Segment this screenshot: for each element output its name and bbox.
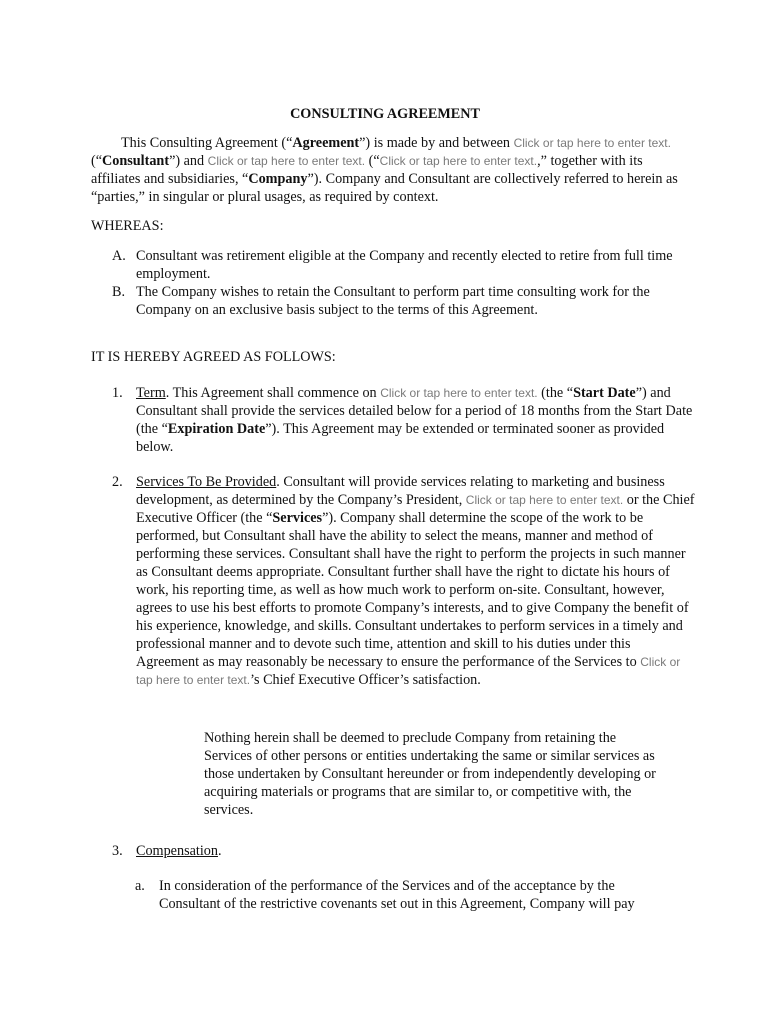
intro-text: ”) and — [169, 153, 208, 169]
section-heading: Compensation — [136, 843, 218, 859]
nothing-herein-paragraph: Nothing herein shall be deemed to preclude Company from retaining the Services of other persons or entities undertaking the same or similar services as those undertaken by Consultant hereunder or from independently developing or acquiring materials or programs that are similar to, or competitive with, the services. — [204, 730, 656, 818]
recital-marker: A. — [112, 248, 126, 264]
section-text: . Consultant will provide services relating to marketing and business development, as determined by the Company’s President, — [136, 474, 665, 508]
section-services-body — [136, 473, 696, 689]
document-title: CONSULTING AGREEMENT — [290, 106, 480, 122]
recital-text: Consultant was retirement eligible at the Company and recently elected to retire from full time employment. — [136, 248, 673, 282]
whereas-heading: WHEREAS: — [91, 218, 164, 234]
company-ceo-placeholder-field[interactable]: Click or tap here to enter text. — [136, 655, 681, 687]
intro-text: ,” together with its affiliates and subsidiaries, “ — [91, 153, 643, 187]
section-text: . — [217, 843, 222, 859]
intro-text: (“ — [91, 153, 103, 169]
section-text: ”) and Consultant shall provide the services detailed below for a period of 18 months from the Start Date (the “ — [136, 385, 693, 437]
section-heading: Services To Be Provided — [136, 474, 277, 490]
section-text: (the “ — [537, 385, 574, 401]
intro-paragraph — [91, 134, 691, 206]
agreed-heading: IT IS HEREBY AGREED AS FOLLOWS: — [91, 349, 336, 365]
consultant-term: Consultant — [102, 153, 170, 169]
section-text: ’s Chief Executive Officer’s satisfaction. — [250, 672, 481, 688]
recital-text: The Company wishes to retain the Consultant to perform part time consulting work for the Company on an exclusive basis subject to the terms of this Agreement. — [136, 284, 650, 318]
section-heading: Term — [136, 385, 166, 401]
intro-text: This Consulting Agreement (“ — [121, 135, 293, 151]
section-text: ”). Company shall determine the scope of the work to be performed, but Consultant shall have the ability to select the means, manner and method of performing these services. Consultant shall have the right to perform the projects in such manner as Consultant deems appropriate. Consultant further shall have the right to dictate his hours of work, his reporting time, as well as how much work to perform on-site. Consultant, however, agrees to use his best efforts to promote Company’s interests, and to give Company the benefit of his experience, knowledge, and skills. Consultant undertakes to perform services in a timely and professional manner and to devote such time, attention and skill to his duties under this Agreement as may reasonably be necessary to ensure the performance of the Services to — [136, 510, 689, 670]
company-placeholder-field[interactable]: Click or tap here to enter text. — [207, 154, 366, 168]
company-name-placeholder-field[interactable]: Click or tap here to enter text. — [379, 154, 538, 168]
section-number: 3. — [112, 843, 123, 859]
section-number: 1. — [112, 385, 123, 401]
intro-text: (“ — [365, 153, 380, 169]
section-term-body — [136, 384, 696, 456]
section-text: or the Chief Executive Officer (the “ — [136, 492, 695, 526]
section-compensation-body — [136, 842, 696, 860]
agreement-term: Agreement — [292, 135, 360, 151]
start-date-placeholder-field[interactable]: Click or tap here to enter text. — [380, 386, 538, 400]
section-text: ”). This Agreement may be extended or terminated sooner as provided below. — [136, 421, 665, 455]
services-term: Services — [272, 510, 323, 526]
party-placeholder-field[interactable]: Click or tap here to enter text. — [513, 136, 671, 150]
company-term: Company — [248, 171, 308, 187]
president-placeholder-field[interactable]: Click or tap here to enter text. — [465, 493, 624, 507]
section-text: . This Agreement shall commence on — [165, 385, 381, 401]
intro-text: ”). Company and Consultant are collectively referred to herein as “parties,” in singular or plural usages, as required by context. — [91, 171, 678, 205]
sub-item-text: In consideration of the performance of the Services and of the acceptance by the Consultant of the restrictive covenants set out in this Agreement, Company will pay — [159, 878, 635, 912]
sub-item-marker: a. — [135, 878, 145, 894]
expiration-date-term: Expiration Date — [167, 421, 266, 437]
intro-text: ”) is made by and between — [359, 135, 514, 151]
start-date-term: Start Date — [573, 385, 636, 401]
recital-marker: B. — [112, 284, 126, 300]
section-number: 2. — [112, 474, 123, 490]
